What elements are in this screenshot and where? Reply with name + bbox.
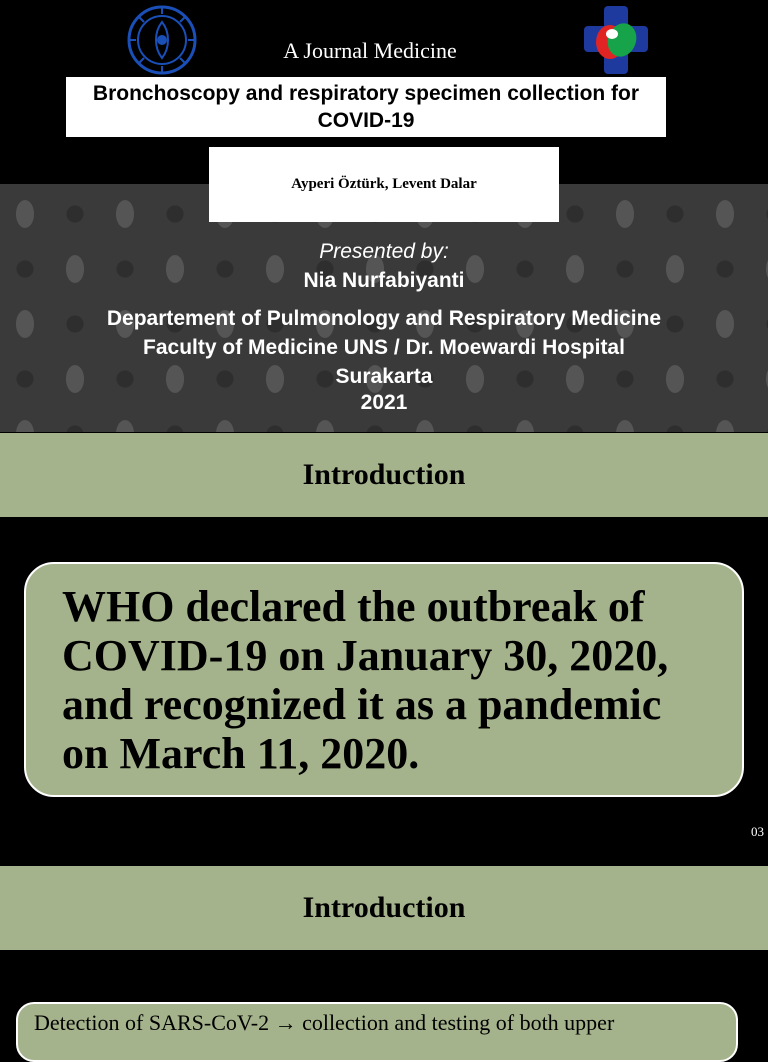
slide3-callout: Detection of SARS-CoV-2 → collection and testing of both upper [16, 1002, 738, 1062]
department-affiliation: Departement of Pulmonology and Respiratory Medicine Faculty of Medicine UNS / Dr. Moewardi Hospital Surakarta [106, 307, 662, 388]
journal-label: A Journal Medicine [283, 38, 457, 63]
presenter-name: Nia Nurfabiyanti [303, 269, 465, 292]
presentation-year: 2021 [360, 391, 408, 414]
page-number: 03 [751, 824, 764, 839]
slide3-heading: Introduction [0, 866, 768, 950]
title-slide [0, 0, 768, 432]
slide2-heading: Introduction [0, 433, 768, 517]
presented-by-label: Presented by: [319, 240, 449, 263]
paper-title: Bronchoscopy and respiratory specimen collection for COVID-19 [66, 77, 666, 137]
paper-authors: Ayperi Öztürk, Levent Dalar [209, 147, 559, 222]
slide2-callout: WHO declared the outbreak of COVID-19 on January 30, 2020, and recognized it as a pandemic on March 11, 2020. [24, 562, 744, 797]
